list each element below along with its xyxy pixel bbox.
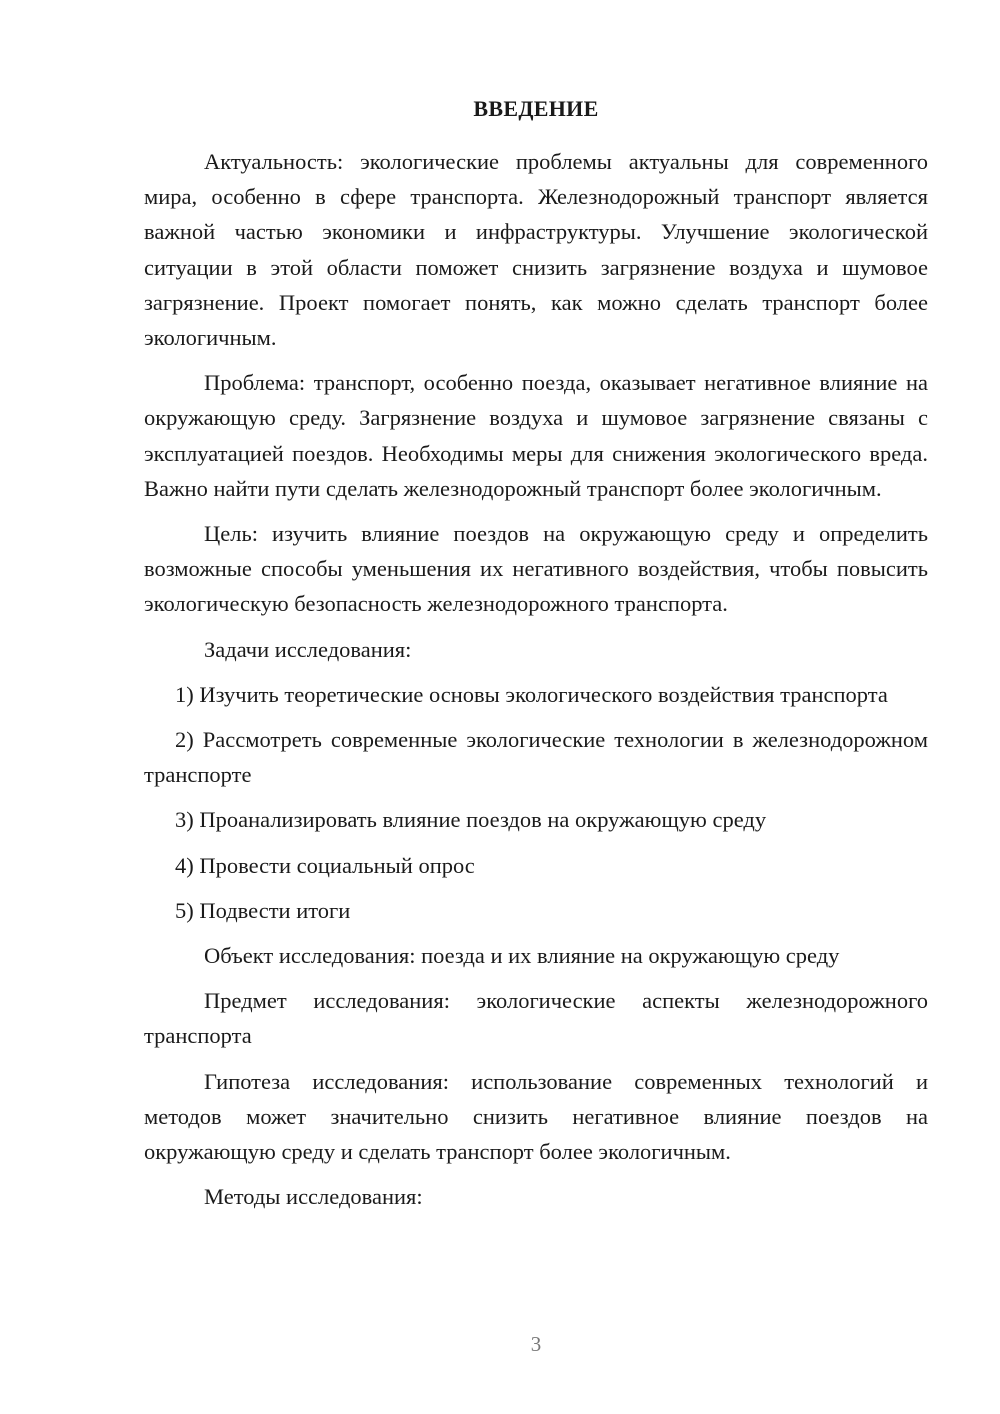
- task-item-3: 3) Проанализировать влияние поездов на окружающую среду: [175, 807, 767, 833]
- paragraph-subject: Предмет исследования: экологические аспекты железнодорожного транспорта: [144, 988, 928, 1049]
- paragraph-problem: Проблема: транспорт, особенно поезда, оказывает негативное влияние на окружающую среду. Загрязнение воздуха и шумовое загрязнение связаны с эксплуатацией поездов. Необходимы меры для снижения экологического вреда. Важно найти пути сделать железнодорожный транспорт более экологичным.: [144, 370, 928, 501]
- task-item-5: 5) Подвести итоги: [175, 897, 351, 923]
- tasks-heading: Задачи исследования:: [204, 636, 412, 662]
- task-item-4: 4) Провести социальный опрос: [175, 852, 475, 878]
- page-number: 3: [530, 1332, 542, 1356]
- document-body: [144, 144, 928, 1224]
- paragraph-goal: Цель: изучить влияние поездов на окружающую среду и определить возможные способы уменьшения их негативного воздействия, чтобы повысить экологическую безопасность железнодорожного транспорта.: [144, 521, 928, 617]
- paragraph-object: Объект исследования: поезда и их влияние на окружающую среду: [204, 943, 840, 969]
- paragraph-hypothesis: Гипотеза исследования: использование современных технологий и методов может значительно снизить негативное влияние поездов на окружающую среду и сделать транспорт более экологичным.: [144, 1068, 928, 1165]
- methods-heading: Методы исследования:: [204, 1184, 423, 1210]
- task-item-2: 2) Рассмотреть современные экологические технологии в железнодорожном транспорте: [144, 727, 928, 788]
- paragraph-relevance: Актуальность: экологические проблемы актуальны для современного мира, особенно в сфере транспорта. Железнодорожный транспорт является важной частью экономики и инфраструктуры. Улучшение экологической ситуации в этой области поможет снизить загрязнение воздуха и шумовое загрязнение. Проект помогает понять, как можно сделать транспорт более экологичным.: [144, 149, 928, 351]
- task-item-1: 1) Изучить теоретические основы экологического воздействия транспорта: [175, 681, 888, 707]
- page-title: ВВЕДЕНИЕ: [473, 96, 599, 121]
